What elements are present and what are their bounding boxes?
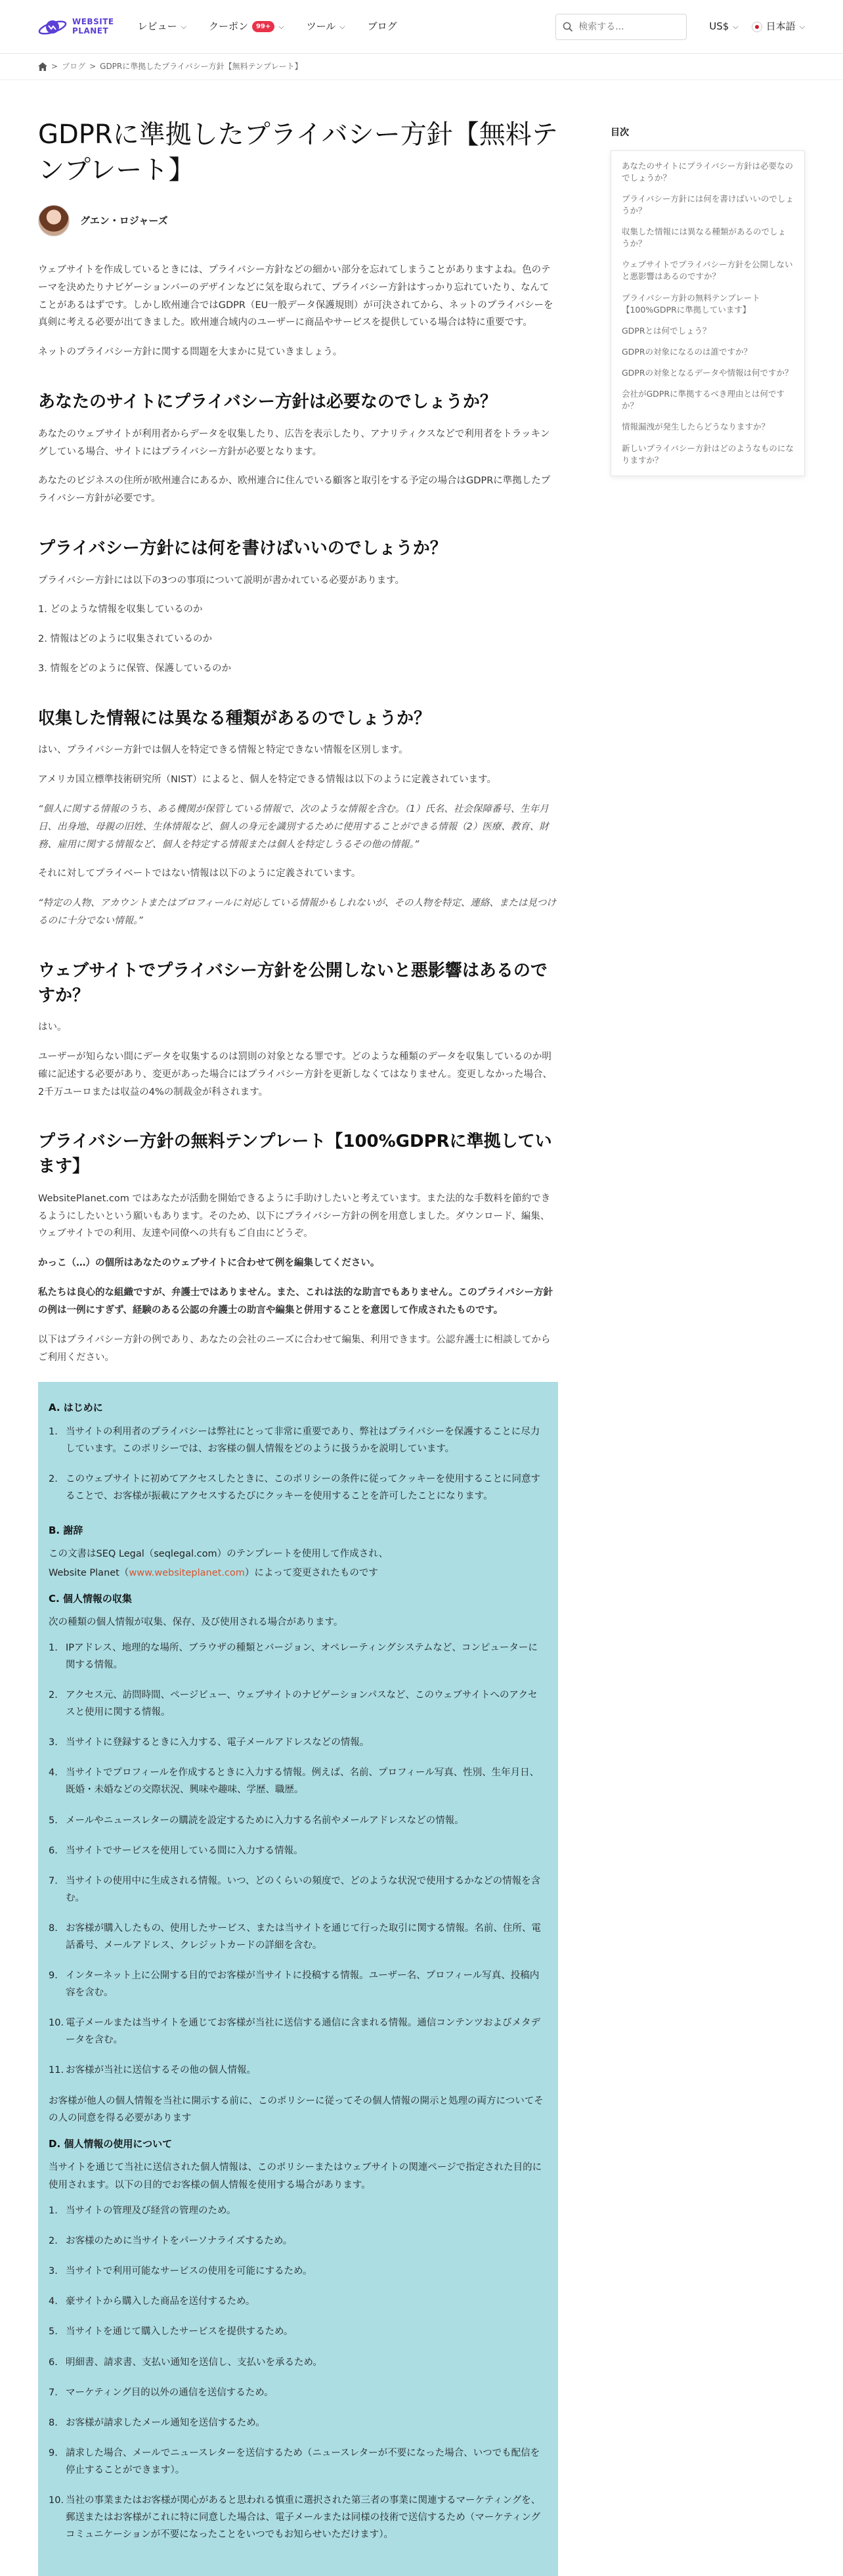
- list-item: 2. 情報はどのように収集されているのか: [38, 633, 212, 644]
- list-item: 2. アクセス元、訪問時間、ページビュー、ウェブサイトのナビゲーションパスなど、このウェブサイトへのアクセスと使用に関する情報。: [49, 1687, 548, 1721]
- paragraph: はい、プライバシー方針では個人を特定できる情報と特定できない情報を区別します。: [38, 745, 408, 756]
- search-icon: [563, 22, 573, 32]
- list-item: 8. お客様が請求したメール通知を送信するため。: [49, 2414, 548, 2432]
- nav-coupons[interactable]: [209, 18, 284, 35]
- main-nav: [138, 18, 397, 35]
- paragraph: あなたのビジネスの住所が欧州連合にあるか、欧州連合に住んでいる顧客と取引をする予定の場合はGDPRに準拠したプライバシー方針が必要です。: [38, 476, 551, 504]
- list-item-text: 当サイトに登録するときに入力する、電子メールアドレスなどの情報。: [66, 1737, 370, 1748]
- toc-item[interactable]: 情報漏洩が発生したらどうなりますか？: [621, 422, 769, 432]
- logo-line-2: PLANET: [72, 26, 109, 35]
- chevron-down-icon: ⌵: [339, 22, 345, 31]
- list-item-text: 当サイトの利用者のプライバシーは弊社にとって非常に重要であり、弊社はプライバシーを保護することに尽力しています。このポリシーでは、お客様の個人情報をどのように扱うかを説明しています。: [66, 1426, 540, 1454]
- list-item: 4. 豪サイトから購入した商品を送付するため。: [49, 2293, 548, 2310]
- websiteplanet-link[interactable]: www.websiteplanet.com: [129, 1568, 245, 1578]
- list-item-text: お客様が当社に送信するその他の個人情報。: [66, 2065, 256, 2076]
- requirements-list: [38, 602, 558, 678]
- paragraph: はい。: [38, 1022, 67, 1033]
- template-text: ）によって変更されたものです: [244, 1568, 378, 1578]
- list-item: 2. お客様のために当サイトをパーソナライズするため。: [49, 2232, 548, 2250]
- search-box[interactable]: [555, 14, 687, 40]
- list-item-text: お客様のために当サイトをパーソナライズするため。: [66, 2236, 293, 2247]
- list-item: 3. 当サイトに登録するときに入力する、電子メールアドレスなどの情報。: [49, 1734, 548, 1751]
- toc-item[interactable]: プライバシー方針の無料テンプレート【100%GDPRに準拠しています】: [621, 292, 760, 315]
- japan-flag-icon: [752, 22, 762, 32]
- paragraph: プライバシー方針には以下の3つの事項について説明が書かれている必要があります。: [38, 575, 405, 586]
- toc-item[interactable]: GDPRの対象となるデータや情報は何ですか？: [621, 368, 793, 378]
- template-text: 次の種類の個人情報が収集、保存、及び使用される場合があります。: [49, 1617, 343, 1628]
- paragraph: かっこ（…）の個所はあなたのウェブサイトに合わせて例を編集してください。: [38, 1258, 380, 1269]
- section-heading: ウェブサイトでプライバシー方針を公開しないと悪影響はあるのですか？: [38, 960, 548, 1006]
- template-section-title: B. 謝辞: [49, 1524, 83, 1536]
- intro-paragraph: ウェブサイトを作成しているときには、プライバシー方針などの細かい部分を忘れてしまうことがありますよね。色のテーマを決めたりナビゲーションバーのデザインなどに気を取られて、プライバシー方針はすっかり忘れていたり、なんてことがあるはずです。しかし欧州連合ではGDPR（EU一般データ保護規則）が可決されてから、ネットのプライバシーを真剣に考える必要が出てきました。欧州連合域内のユーザーに商品やサービスを提供している場合は特に重要です。: [38, 265, 553, 328]
- toc-item[interactable]: GDPRとは何でしょう？: [621, 325, 711, 336]
- article: [38, 80, 558, 2576]
- nav-tools[interactable]: [307, 18, 345, 35]
- chevron-down-icon: ⌵: [181, 22, 186, 31]
- list-item: 7. マーケティング目的以外の通信を送信するため。: [49, 2384, 548, 2401]
- paragraph: WebsitePlanet.com ではあなたが活動を開始できるように手助けしたいと考えています。また法的な手数料を節約できるようにしたいという願いもあります。そのため、以下にプライバシー方針の例を用意しました。ダウンロード、編集、ウェブサイトでの利用、友達や同僚への共有もご自由にどうぞ。: [38, 1193, 551, 1239]
- author-avatar[interactable]: [38, 205, 70, 236]
- paragraph: あなたのウェブサイトが利用者からデータを収集したり、広告を表示したり、アナリティクスなどで利用者をトラッキングしている場合、サイトにはプライバシー方針が必要となります。: [38, 428, 550, 457]
- site-logo[interactable]: [38, 16, 114, 38]
- toc-item[interactable]: 収集した情報には異なる種類があるのでしょうか？: [621, 227, 786, 249]
- chevron-down-icon: ⌵: [799, 22, 805, 31]
- template-section-title: D. 個人情報の使用について: [49, 2138, 173, 2150]
- toc-item[interactable]: 会社がGDPRに準拠するべき理由とは何ですか？: [621, 389, 785, 411]
- sidebar: [611, 80, 805, 2576]
- paragraph: アメリカ国立標準技術研究所（NIST）によると、個人を特定できる情報は以下のように定義されています。: [38, 774, 497, 786]
- list-item: 2. このウェブサイトに初めてアクセスしたときに、このポリシーの条件に従ってクッキーを使用することに同意することで、お客様が振載にアクセスするたびにクッキーを使用することを許可したことになります。: [49, 1471, 548, 1505]
- toc-title: 目次: [610, 127, 629, 138]
- list-item-text: アクセス元、訪問時間、ページビュー、ウェブサイトのナビゲーションパスなど、このウェブサイトへのアクセスと使用に関する情報。: [66, 1690, 538, 1718]
- template-list: [49, 1423, 548, 1505]
- list-item: 8. お客様が購入したもの、使用したサービス、または当サイトを通じて行った取引に関する情報。名前、住所、電話番号、メールアドレス、クレジットカードの詳細を含む。: [49, 1920, 548, 1954]
- language-label: 日本語: [766, 20, 796, 33]
- list-item: 3. 当サイトで利用可能なサービスの使用を可能にするため。: [49, 2263, 548, 2280]
- nav-reviews-label: レビュー: [137, 20, 177, 33]
- list-item: 7. 当サイトの使用中に生成される情報。いつ、どのくらいの頻度で、どのような状況で使用するかなどの情報を含む。: [49, 1873, 548, 1907]
- section-heading: 収集した情報には異なる種類があるのでしょうか？: [38, 708, 431, 728]
- section-heading: プライバシー方針には何を書けばいいのでしょうか？: [38, 539, 447, 558]
- site-header: [0, 0, 843, 54]
- list-item: 10. 当社の事業またはお客様が関心があると思われる慎重に選択された第三者の事業に関連するマーケティングを、郵送またはお客様がこれに特に同意した場合は、電子メールまたは同様の技術で送信するため（マーケティングコミュニケーションが不要になったことをいつでもお知らせいただけます）。: [49, 2492, 548, 2543]
- breadcrumb-separator: >: [51, 62, 58, 71]
- author-byline: [38, 205, 558, 236]
- intro-paragraph: ネットのプライバシー方針に関する問題を大まかに見ていきましょう。: [38, 347, 343, 358]
- nav-coupons-label: クーポン: [208, 20, 248, 33]
- section-heading: プライバシー方針の無料テンプレート【100%GDPRに準拠しています】: [38, 1132, 552, 1177]
- coupon-count-badge: 99+: [252, 21, 274, 32]
- toc-item[interactable]: ウェブサイトでプライバシー方針を公開しないと悪影響はあるのですか？: [621, 259, 793, 282]
- list-item-text: IPアドレス、地理的な場所、ブラウザの種類とバージョン、オペレーティングシステムなど、コンピューターに関する情報。: [66, 1642, 538, 1670]
- toc-item[interactable]: プライバシー方針には何を書けばいいのでしょうか？: [621, 193, 794, 215]
- currency-selector[interactable]: [709, 18, 738, 35]
- list-item-text: インターネット上に公開する目的でお客様が当サイトに投稿する情報。ユーザー名、プロフィール写真、投稿内容を含む。: [66, 1970, 540, 1999]
- nav-blog-label: ブログ: [367, 20, 397, 33]
- paragraph: 以下はプライバシー方針の例であり、あなたの会社のニーズに合わせて編集、利用できます。公認弁護士に相談してからご利用ください。: [38, 1334, 551, 1363]
- list-item-text: 当サイトの使用中に生成される情報。いつ、どのくらいの頻度で、どのような状況で使用するかなどの情報を含む。: [66, 1875, 541, 1903]
- list-item-text: このウェブサイトに初めてアクセスしたときに、このポリシーの条件に従ってクッキーを使用することに同意することで、お客様が振載にアクセスするたびにクッキーを使用することを許可したことになります。: [66, 1473, 540, 1501]
- section-heading: あなたのサイトにプライバシー方針は必要なのでしょうか？: [38, 392, 497, 412]
- author-name[interactable]: グエン・ロジャーズ: [80, 214, 168, 227]
- template-section-title: C. 個人情報の収集: [49, 1592, 132, 1605]
- breadcrumb-separator: >: [89, 62, 97, 71]
- list-item-text: 当サイトでサービスを使用している間に入力する情報。: [66, 1845, 303, 1856]
- language-selector[interactable]: [752, 18, 805, 35]
- list-item: 10. 電子メールまたは当サイトを通じてお客様が当社に送信する通信に含まれる情報。通信コンテンツおよびメタデータを含む。: [49, 2014, 548, 2049]
- list-item-text: メールやニュースレターの購読を設定するために入力する名前やメールアドレスなどの情報。: [66, 1815, 464, 1826]
- breadcrumb-current: GDPRに準拠したプライバシー方針【無料テンプレート】: [100, 62, 303, 71]
- policy-template-box: [38, 1382, 558, 2576]
- nist-quote: “特定の人物、アカウントまたはプロフィールに対応している情報かもしれないが、その人物を特定、連絡、または見つけるのに十分でない情報。”: [38, 898, 556, 926]
- list-item-text: 当サイトを通じて購入したサービスを提供するため。: [66, 2326, 293, 2338]
- nav-reviews[interactable]: [138, 18, 186, 35]
- template-list: [49, 2202, 548, 2543]
- list-item: 11. お客様が当社に送信するその他の個人情報。: [49, 2062, 548, 2079]
- chevron-down-icon: ⌵: [278, 22, 284, 31]
- list-item-text: 当サイトの管理及び経営の管理のため。: [66, 2206, 236, 2217]
- table-of-contents: [611, 150, 805, 476]
- list-item-text: 請求した場合、メールでニュースレターを送信するため（ニュースレターが不要になった場合、いつでも配信を停止することができます）。: [66, 2447, 540, 2476]
- list-item-text: 当社の事業またはお客様が関心があると思われる慎重に選択された第三者の事業に関連するマーケティングを、郵送またはお客様がこれに特に同意した場合は、電子メールまたは同様の技術で送信するため（マーケティングコミュニケーションが不要になったことをいつでもお知らせいただけます）。: [66, 2495, 541, 2541]
- list-item: 6. 明細書、請求書、支払い通知を送信し、支払いを承るため。: [49, 2354, 548, 2371]
- list-item: 1. 当サイトの利用者のプライバシーは弊社にとって非常に重要であり、弊社はプライバシーを保護することに尽力しています。このポリシーでは、お客様の個人情報をどのように扱うかを説明しています。: [49, 1423, 548, 1457]
- template-section-title: A. はじめに: [49, 1402, 103, 1414]
- breadcrumb-blog-link[interactable]: ブログ: [62, 62, 86, 71]
- list-item: 3. 情報をどのように保管、保護しているのか: [38, 663, 231, 675]
- template-text: お客様が他人の個人情報を当社に開示する前に、このポリシーに従ってその個人情報の開示と処理の両方についてその人の同意を得る必要があります: [49, 2095, 544, 2124]
- toc-item[interactable]: GDPRの対象になるのは誰ですか？: [621, 346, 752, 357]
- list-item-text: 当サイトで利用可能なサービスの使用を可能にするため。: [66, 2266, 313, 2277]
- list-item: 1. IPアドレス、地理的な場所、ブラウザの種類とバージョン、オペレーティングシステムなど、コンピューターに関する情報。: [49, 1639, 548, 1674]
- disclaimer-paragraph: 私たちは良心的な組織ですが、弁護士ではありません。また、これは法的な助言でもありません。このプライバシー方針の例は一例にすぎず、経験のある公認の弁護士の助言や編集と併用することを意図して作成されたものです。: [38, 1287, 553, 1316]
- logo-line-1: WEBSITE: [72, 16, 114, 26]
- list-item: 9. インターネット上に公開する目的でお客様が当サイトに投稿する情報。ユーザー名、プロフィール写真、投稿内容を含む。: [49, 1967, 548, 2001]
- list-item-text: 当サイトでプロフィールを作成するときに入力する情報。例えば、名前、プロフィール写真、性別、生年月日、既婚・未婚などの交際状況、興味や趣味、学歴、職歴。: [66, 1767, 540, 1796]
- template-text: この文書はSEQ Legal（seqlegal.com）のテンプレートを使用して作成され、: [49, 1549, 389, 1560]
- list-item-text: 明細書、請求書、支払い通知を送信し、支払いを承るため。: [66, 2357, 322, 2368]
- toc-item[interactable]: 新しいプライバシー方針はどのようなものになりますか？: [621, 443, 794, 465]
- template-text: [49, 1565, 548, 1582]
- paragraph: ユーザーが知らない間にデータを収集するのは罰則の対象となる罪です。どのような種類のデータを収集しているのか明確に記述する必要があり、変更があった場合にはプライバシー方針を更新しなくてはなりません。変更しなかった場合、2千万ユーロまたは収益の4%の制裁金が科されます。: [38, 1052, 552, 1098]
- list-item: 4. 当サイトでプロフィールを作成するときに入力する情報。例えば、名前、プロフィール写真、性別、生年月日、既婚・未婚などの交際状況、興味や趣味、学歴、職歴。: [49, 1764, 548, 1798]
- list-item-text: 電子メールまたは当サイトを通じてお客様が当社に送信する通信に含まれる情報。通信コンテンツおよびメタデータを含む。: [66, 2018, 540, 2046]
- list-item: 9. 請求した場合、メールでニュースレターを送信するため（ニュースレターが不要になった場合、いつでも配信を停止することができます）。: [49, 2445, 548, 2479]
- search-input[interactable]: [578, 22, 677, 32]
- currency-label: US$: [709, 20, 729, 33]
- page-title: GDPRに準拠したプライバシー方針【無料テンプレート】: [38, 120, 558, 185]
- list-item-text: お客様が請求したメール通知を送信するため。: [66, 2417, 265, 2428]
- list-item-text: お客様が購入したもの、使用したサービス、または当サイトを通じて行った取引に関する情報。名前、住所、電話番号、メールアドレス、クレジットカードの詳細を含む。: [66, 1922, 541, 1951]
- list-item: 1. どのような情報を収集しているのか: [38, 604, 203, 615]
- list-item-text: マーケティング目的以外の通信を送信するため。: [66, 2387, 274, 2398]
- nist-quote: “個人に関する情報のうち、ある機関が保管している情報で、次のような情報を含む。（1）氏名、社会保障番号、生年月日、出身地、母親の旧姓、生体情報など、個人の身元を識別するために使用することができる情報（2）医療、教育、財務、雇用に関する情報など、個人を特定する情報または個人を特定しうるその他の情報。”: [38, 803, 549, 850]
- list-item: 5. 当サイトを通じて購入したサービスを提供するため。: [49, 2323, 548, 2340]
- planet-logo-icon: [38, 16, 67, 38]
- toc-item[interactable]: あなたのサイトにプライバシー方針は必要なのでしょうか？: [621, 160, 793, 183]
- nav-blog[interactable]: [368, 18, 397, 35]
- home-icon[interactable]: [38, 62, 47, 71]
- nav-tools-label: ツール: [306, 20, 336, 33]
- list-item-text: 豪サイトから購入した商品を送付するため。: [66, 2296, 255, 2307]
- list-item: 5. メールやニュースレターの購読を設定するために入力する名前やメールアドレスなどの情報。: [49, 1812, 548, 1829]
- template-list: [49, 1639, 548, 2079]
- list-item: 1. 当サイトの管理及び経営の管理のため。: [49, 2202, 548, 2219]
- breadcrumb: [0, 54, 843, 80]
- template-text: Website Planet（: [49, 1568, 129, 1578]
- chevron-down-icon: ⌵: [733, 22, 739, 31]
- list-item: 6. 当サイトでサービスを使用している間に入力する情報。: [49, 1842, 548, 1859]
- paragraph: それに対してプライベートではない情報は以下のように定義されています。: [38, 868, 361, 879]
- template-text: 当サイトを通じて当社に送信された個人情報は、このポリシーまたはウェブサイトの関連ページで指定された目的に使用されます。以下の目的でお客様の個人情報を使用する場合があります。: [49, 2162, 542, 2191]
